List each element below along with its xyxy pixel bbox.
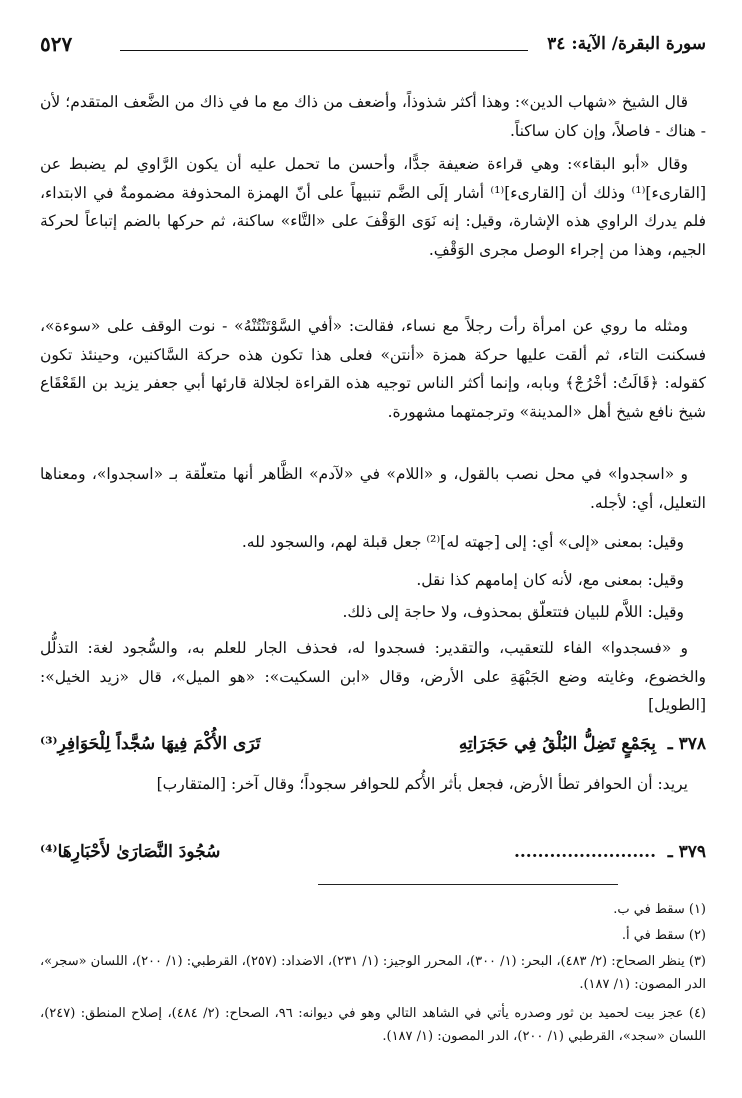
surah-verse-title: سورة البقرة/ الآية: ٣٤ <box>547 34 706 54</box>
verse-explanation: يريد: أن الحوافر تطأ الأرض، فجعل بأثر الأُكم للحوافر سجوداً؛ وقال آخر: [المتقارب] <box>156 775 688 793</box>
opinion-line-maa: وقيل: بمعنى مع، لأنه كان إمامهم كذا نقل. <box>416 571 684 589</box>
page-number: ٥٢٧ <box>40 32 73 56</box>
verse-second-hemistich: سُجُودَ النَّصَارَىٰ لأَحْبَارِهَا⁽⁴⁾ <box>40 842 221 862</box>
paragraph-usjudu-lam: و «اسجدوا» في محل نصب بالقول، و «اللام» في «لآدم» الظَّاهر أنها متعلّقة بـ «اسجدوا»، ومعناها التعليل، أي: لأجله. <box>40 465 706 512</box>
running-header <box>40 30 706 60</box>
opinion-line-bayan: وقيل: اللاَّم للبيان فتتعلّق بمحذوف، ولا حاجة إلى ذلك. <box>342 603 684 621</box>
header-rule <box>120 50 528 51</box>
paragraph-abu-albaqa: وقال «أبو البقاء»: وهي قراءة ضعيفة جدًّا، وأحسن ما تحمل عليه أن يكون الرَّاوي لم يضبط عن [القارىء]⁽¹⁾ وذلك أن [القارىء]⁽¹⁾ أشار إلَى الضَّم تنبيهاً على أنّ الهمزة المحذوفة مضمومةٌ في الابتداء، فلم يدرك الراوي هذه الإشارة، وقيل: إنه نَوَى الوَقْفَ على «التَّاء» ساكنة، ثم حركها بالضم إتباعاً لحركة الجيم، وهذا من إجراء الوصل مجرى الوَقْفِ. <box>40 155 706 259</box>
paragraph-shihab: قال الشيخ «شهاب الدين»: وهذا أكثر شذوذاً، وأضعف من ذاك مع ما في ذاك من الضَّعف المتقدم؛ لأن - هناك - فاصلاً، وإن كان ساكناً. <box>40 93 706 140</box>
opinion-line-ila: وقيل: بمعنى «إلى» أي: إلى [جهته له]⁽²⁾ جعل قبلة لهم، والسجود لله. <box>241 533 684 551</box>
verse-first-hemistich-dots: ........................ <box>513 842 656 862</box>
verse-number: ٣٧٨ ـ <box>667 734 706 754</box>
verse-first-hemistich: بِجَمْعٍ تَضِلُّ البُلْقُ فِي حَجَرَاتِهِ <box>458 734 656 754</box>
footnote-separator <box>318 884 618 885</box>
verse-number: ٣٧٩ ـ <box>667 842 706 862</box>
paragraph-woman-story: ومثله ما روي عن امرأة رأت رجلاً مع نساء، فقالت: «أفي السَّوْتَنْتُنْهُ» - نوت الوقف على «سوءة»، فسكنت التاء، ثم ألقت عليها حركة همزة «أنتن» فعلى هذا تكون هذه حركة السَّاكنين، وحينئذ تكون كقوله: ﴿قَالَتُ: أخْرُجْ﴾ وبابه، وإنما أكثر الناس توجيه هذه القراءة لجلالة قارئها أبي جعفر يزيد بن القَعْقَاع شيخ نافع شيخ أهل «المدينة» وترجمتهما مشهورة. <box>40 317 706 421</box>
footnote-1: (١) سقط في ب. <box>613 902 706 917</box>
paragraph-fasajadu: و «فسجدوا» الفاء للتعقيب، والتقدير: فسجدوا له، فحذف الجار للعلم به، والسُّجود لغة: التذلُّل والخضوع، وغايته وضع الجَبْهَةِ على الأرض، وقال «ابن السكيت»: «هو الميل»، قال «زيد الخيل»: [الطويل] <box>40 639 706 714</box>
footnote-3: (٣) ينظر الصحاح: (٢/ ٤٨٣)، البحر: (١/ ٣٠٠)، المحرر الوجيز: (١/ ٢٣١)، الاضداد: (٢٥٧)، القرطبي: (١/ ٢٠٠)، اللسان «سجر»، الدر المصون: (١/ ١٨٧). <box>39 954 706 992</box>
footnote-2: (٢) سقط في أ. <box>621 928 706 943</box>
verse-second-hemistich: تَرَى الأُكْمَ فِيهَا سُجَّداً لِلْحَوَافِرِ⁽³⁾ <box>40 734 261 754</box>
footnote-4: (٤) عجز بيت لحميد بن ثور وصدره يأتي في الشاهد التالي وهو في ديوانه: ٩٦، الصحاح: (٢/ ٤٨٤)، إصلاح المنطق: (٢٤٧)، اللسان «سجد»، القرطبي (١/ ٢٠٠)، الدر المصون: (١/ ١٨٧). <box>40 1006 706 1044</box>
